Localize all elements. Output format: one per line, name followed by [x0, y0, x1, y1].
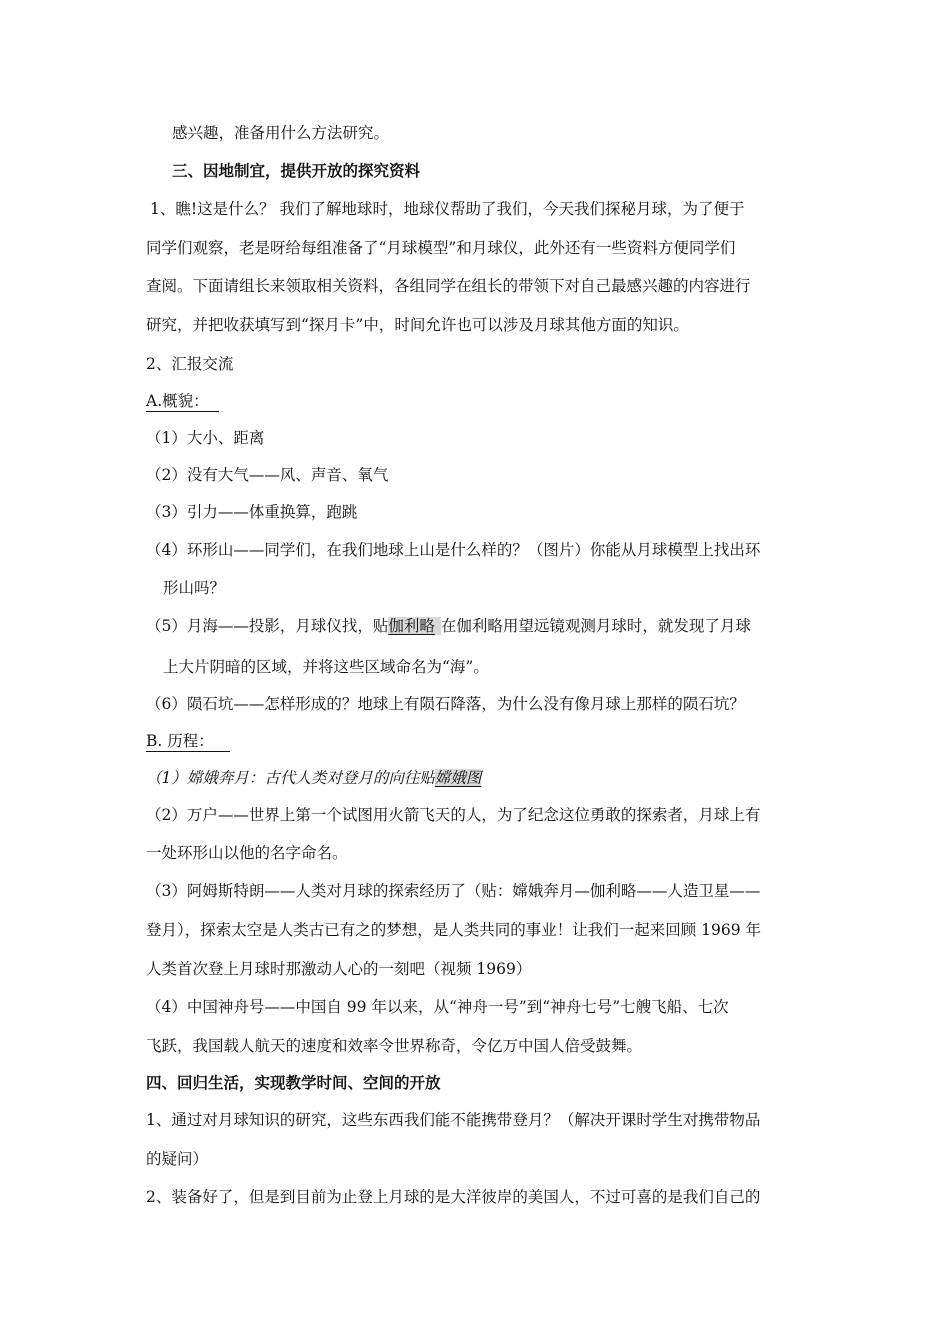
list-item-continuation: 人类首次登上月球时那激动人心的一刻吧（视频 1969） [146, 960, 532, 978]
highlight-galileo: 伽利略 [388, 617, 441, 635]
list-item: （2）万户——世界上第一个试图用火箭飞天的人，为了纪念这位勇敢的探索者，月球上有 [146, 806, 761, 824]
list-item: （4）中国神舟号——中国自 99 年以来，从“神舟一号”到“神舟七号”七艘飞船、七次 [146, 998, 729, 1016]
list-item [146, 768, 481, 788]
list-item: （6）陨石坑——怎样形成的？地球上有陨石降落，为什么没有像月球上那样的陨石坑？ [146, 695, 745, 713]
paragraph-line: 1、通过对月球知识的研究，这些东西我们能不能携带登月？（解决开课时学生对携带物品 [146, 1111, 761, 1129]
list-item-text: （5）月海——投影，月球仪找，贴 [146, 617, 389, 635]
section-heading-3: 三、因地制宜，提供开放的探究资料 [172, 162, 421, 180]
paragraph-line: 查阅。下面请组长来领取相关资料，各组同学在组长的带领下对自己最感兴趣的内容进行 [146, 277, 751, 295]
section-heading-4: 四、回归生活，实现教学时间、空间的开放 [146, 1074, 441, 1092]
paragraph-line: 感兴趣，准备用什么方法研究。 [172, 124, 390, 142]
overview-label: A.概貌： [146, 391, 219, 412]
subheading-history [146, 731, 230, 752]
list-item-continuation: 一处环形山以他的名字命名。 [146, 844, 348, 862]
subheading-overview [146, 391, 219, 412]
paragraph-line: 1、瞧!这是什么？ 我们了解地球时，地球仪帮助了我们，今天我们探秘月球，为了便于 [150, 200, 745, 218]
list-item-continuation: 形山吗？ [163, 579, 226, 597]
paragraph-line: 2、装备好了，但是到目前为止登上月球的是大洋彼岸的美国人，不过可喜的是我们自己的 [146, 1188, 761, 1206]
paragraph-line: 研究，并把收获填写到“探月卡”中，时间允许也可以涉及月球其他方面的知识。 [146, 316, 689, 334]
list-item-continuation: 飞跃，我国载人航天的速度和效率令世界称奇，令亿万中国人倍受鼓舞。 [146, 1037, 643, 1055]
list-item: （3）引力——体重换算，跑跳 [146, 503, 358, 521]
list-item-continuation: 上大片阴暗的区域，并将这些区域命名为“海”。 [163, 658, 489, 676]
paragraph-line: 的疑问） [146, 1150, 209, 1168]
list-item: （2）没有大气——风、声音、氧气 [146, 466, 389, 484]
list-item [146, 616, 751, 636]
list-item: （1）大小、距离 [146, 429, 265, 447]
history-label: B. 历程： [146, 731, 230, 752]
highlight-change-image: 嫦娥图 [434, 769, 482, 787]
list-item: （3）阿姆斯特朗——人类对月球的探索经历了（贴：嫦娥奔月—伽利略——人造卫星—— [146, 882, 761, 900]
subheading-report: 2、汇报交流 [146, 355, 234, 373]
list-item-text: 在伽利略用望远镜观测月球时，就发现了月球 [440, 617, 751, 635]
list-item-continuation: 登月），探索太空是人类古已有之的梦想，是人类共同的事业！让我们一起来回顾 1969 年 [146, 921, 762, 939]
list-item-text: （1）嫦娥奔月：古代人类对登月的向往贴 [146, 769, 435, 787]
paragraph-line: 同学们观察，老是呀给每组准备了“月球模型”和月球仪，此外还有一些资料方便同学们 [146, 239, 736, 257]
list-item: （4）环形山——同学们，在我们地球上山是什么样的？（图片）你能从月球模型上找出环 [146, 541, 761, 559]
